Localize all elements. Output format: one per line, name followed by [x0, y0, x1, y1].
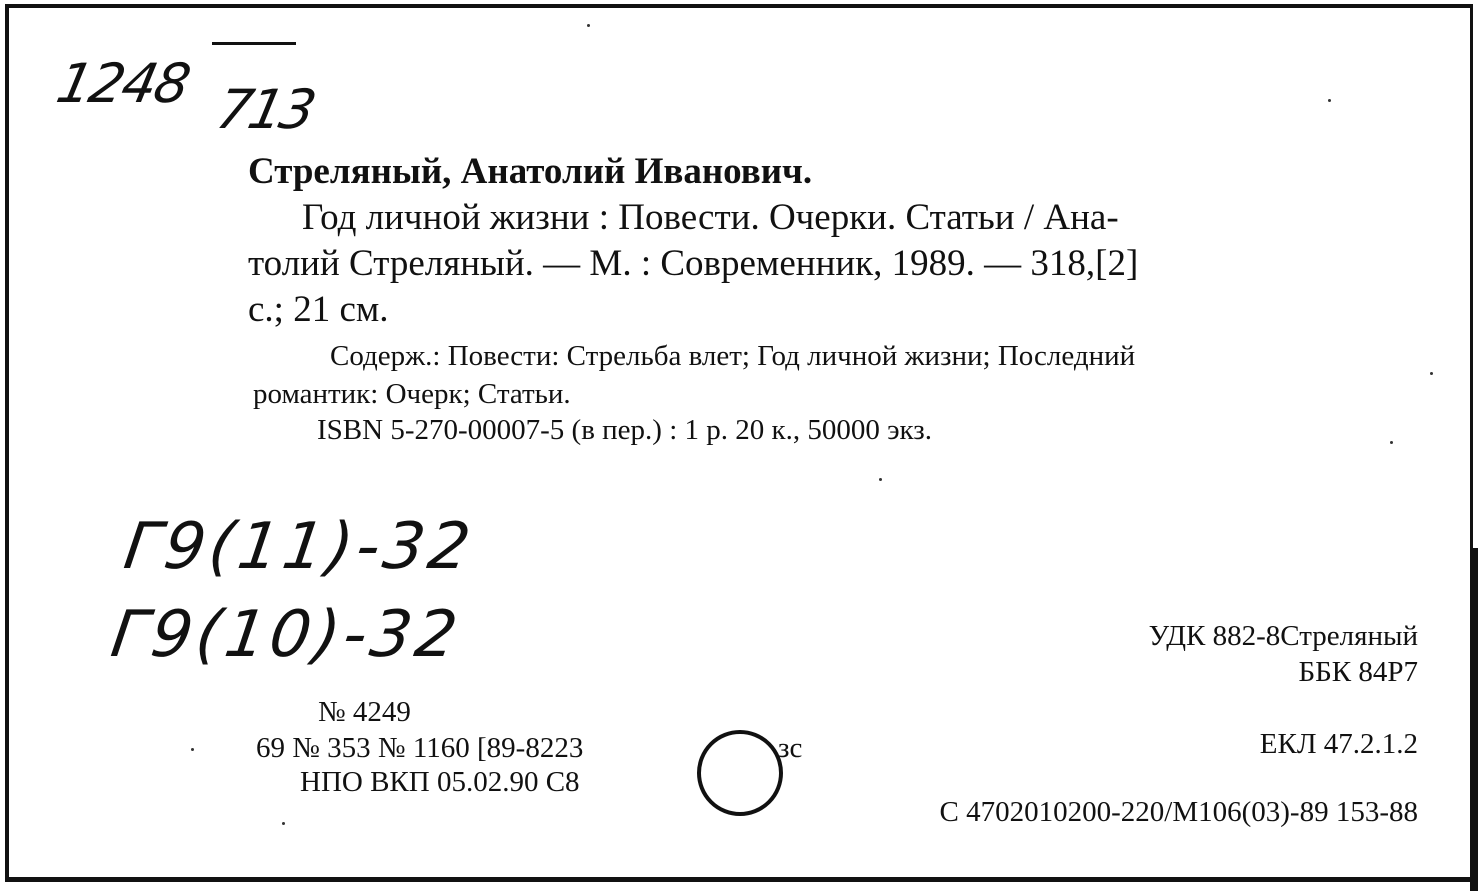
imprint-number: № 4249: [318, 696, 411, 728]
imprint-line-1-tail: зс: [778, 732, 803, 764]
classification-handwritten-1: Г9(11)-32: [119, 510, 479, 584]
contents-line-2: романтик: Очерк; Статьи.: [253, 378, 571, 410]
classification-handwritten-2: Г9(10)-32: [106, 598, 466, 672]
punch-hole: [688, 718, 798, 828]
call-number-overline: [212, 42, 296, 45]
contents-line-1: Содерж.: Повести: Стрельба влет; Год личной жизни; Последний: [330, 340, 1136, 372]
isbn-line: ISBN 5-270-00007-5 (в пер.) : 1 р. 20 к., 50000 экз.: [317, 414, 932, 446]
udk-code: УДК 882-8Стреляный: [1148, 620, 1418, 652]
scan-speck: [587, 24, 590, 27]
ekl-code: ЕКЛ 47.2.1.2: [1259, 728, 1418, 760]
scan-speck: [1430, 372, 1433, 375]
description-line-2: толий Стреляный. — М. : Современник, 1989. — 318,[2]: [248, 243, 1139, 284]
imprint-line-1: 69 № 353 № 1160 [89-8223: [256, 732, 584, 764]
card-edge-shadow: [1470, 548, 1478, 891]
call-number-left: 1248: [51, 52, 195, 115]
description-line-3: с.; 21 см.: [248, 289, 389, 330]
call-number-right: 713: [211, 78, 319, 141]
scan-speck: [1328, 99, 1331, 102]
imprint-line-2: НПО ВКП 05.02.90 С8: [300, 766, 580, 798]
scan-speck: [282, 822, 285, 825]
scan-speck: [191, 748, 194, 751]
scan-speck: [1390, 441, 1393, 444]
publisher-code: С 4702010200-220/М106(03)-89 153-88: [939, 796, 1418, 828]
bbk-code: ББК 84Р7: [1298, 656, 1418, 688]
scan-speck: [879, 478, 882, 481]
author-heading: Стреляный, Анатолий Иванович.: [248, 151, 813, 192]
description-line-1: Год личной жизни : Повести. Очерки. Статьи / Ана-: [302, 197, 1119, 238]
